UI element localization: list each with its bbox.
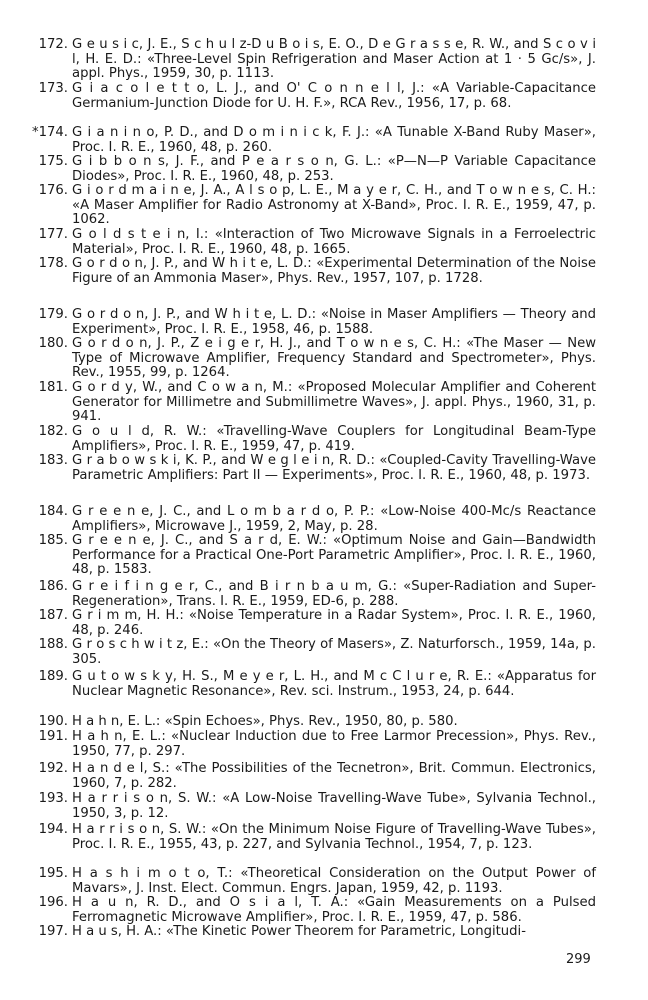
reference-text: H a h n, E. L.: «Nuclear Induction due to Free Larmor Precession», Phys. Rev., 1950, 77, p. 297. [72,729,596,759]
reference-entry [38,380,596,425]
reference-number: 178. [38,256,68,271]
reference-number: 193. [38,791,68,806]
reference-number: 183. [38,453,68,468]
reference-text: G o r d o n, J. P., Z e i g e r, H. J., and T o w n e s, C. H.: «The Maser — New Type of Microwave Amplifier, Frequency Standard and Spectrometer», Phys. Rev., 1955, 99, p. 1264. [72,336,596,381]
reference-entry [38,714,596,730]
reference-number: *174. [32,125,68,140]
reference-number: 195. [38,866,68,881]
reference-number: 184. [38,504,68,519]
reference-text: G r e i f i n g e r, C., and B i r n b a u m, G.: «Super-Radiation and Super-Regeneration», Trans. I. R. E., 1959, ED-6, p. 288. [72,579,596,609]
reference-number: 179. [38,307,68,322]
reference-text: G r a b o w s k i, K. P., and W e g l e i n, R. D.: «Coupled-Cavity Travelling-Wave Parametric Amplifiers: Part II — Experiments», Proc. I. R. E., 1960, 48, p. 1973. [72,453,596,483]
reference-entry [38,579,596,609]
reference-entry [38,453,596,483]
reference-number: 190. [38,714,68,729]
reference-entry [38,81,596,111]
reference-text: G i o r d m a i n e, J. A., A l s o p, L. E., M a y e r, C. H., and T o w n e s, C. H.: «A Maser Amplifier for Radio Astronomy at X-Band», Proc. I. R. E., 1959, 47, p. 1062. [72,183,596,228]
reference-entry [38,424,596,454]
reference-entry [38,256,596,286]
reference-text: G r e e n e, J. C., and S a r d, E. W.: «Optimum Noise and Gain—Bandwidth Performance for a Practical One-Port Parametric Amplifier», Proc. I. R. E., 1960, 48, p. 1583. [72,533,596,578]
reference-entry [38,154,596,184]
reference-number: 186. [38,579,68,594]
reference-number: 189. [38,669,68,684]
reference-entry [38,504,596,534]
reference-entry [38,924,596,940]
reference-entry [38,307,596,337]
reference-entry [38,336,596,381]
reference-entry [38,822,596,852]
reference-text: G u t o w s k y, H. S., M e y e r, L. H., and M c C l u r e, R. E.: «Apparatus for Nuclear Magnetic Resonance», Rev. sci. Instrum., 1953, 24, p. 644. [72,669,596,699]
reference-entry [38,866,596,896]
reference-number: 176. [38,183,68,198]
reference-text: H a u s, H. A.: «The Kinetic Power Theorem for Parametric, Longitudi- [72,924,526,939]
reference-text: G o r d y, W., and C o w a n, M.: «Proposed Molecular Amplifier and Coherent Generator for Millimetre and Submillimetre Waves», J. appl. Phys., 1960, 31, p. 941. [72,380,596,425]
reference-number: 191. [38,729,68,744]
reference-entry [38,183,596,228]
reference-entry [38,895,596,925]
reference-entry [38,37,596,82]
reference-entry [38,608,596,638]
reference-text: H a h n, E. L.: «Spin Echoes», Phys. Rev., 1950, 80, p. 580. [72,714,458,729]
reference-number: 181. [38,380,68,395]
reference-text: G o r d o n, J. P., and W h i t e, L. D.: «Experimental Determination of the Noise Figure of an Ammonia Maser», Phys. Rev., 1957, 107, p. 1728. [72,256,596,286]
reference-text: H a s h i m o t o, T.: «Theoretical Consideration on the Output Power of Mavars», J. Inst. Elect. Commun. Engrs. Japan, 1959, 42, p. 1193. [72,866,596,896]
reference-number: 194. [38,822,68,837]
reference-entry [32,125,596,155]
reference-entry [38,791,596,821]
reference-number: 187. [38,608,68,623]
reference-number: 196. [38,895,68,910]
reference-number: 177. [38,227,68,242]
reference-text: H a n d e l, S.: «The Possibilities of the Tecnetron», Brit. Commun. Electronics, 1960, 7, p. 282. [72,761,596,791]
reference-text: G o u l d, R. W.: «Travelling-Wave Couplers for Longitudinal Beam-Type Amplifiers», Proc. I. R. E., 1959, 47, p. 419. [72,424,596,454]
reference-number: 173. [38,81,68,96]
reference-text: G o r d o n, J. P., and W h i t e, L. D.: «Noise in Maser Amplifiers — Theory and Experiment», Proc. I. R. E., 1958, 46, p. 1588. [72,307,596,337]
reference-text: H a r r i s o n, S. W.: «On the Minimum Noise Figure of Travelling-Wave Tubes», Proc. I. R. E., 1955, 43, p. 227, and Sylvania Technol., 1954, 7, p. 123. [72,822,596,852]
reference-number: 188. [38,637,68,652]
reference-text: G i a c o l e t t o, L. J., and O' C o n n e l l, J.: «A Variable-Capacitance Germanium-Junction Diode for U. H. F.», RCA Rev., 1956, 17, p. 68. [72,81,596,111]
reference-entry [38,533,596,578]
reference-text: G r i m m, H. H.: «Noise Temperature in a Radar System», Proc. I. R. E., 1960, 48, p. 246. [72,608,596,638]
reference-number: 197. [38,924,68,939]
reference-text: G i b b o n s, J. F., and P e a r s o n, G. L.: «P—N—P Variable Capacitance Diodes», Proc. I. R. E., 1960, 48, p. 253. [72,154,596,184]
page-number: 299 [566,952,591,967]
reference-number: 175. [38,154,68,169]
reference-number: 182. [38,424,68,439]
reference-entry [38,761,596,791]
reference-text: G o l d s t e i n, I.: «Interaction of Two Microwave Signals in a Ferroelectric Material», Proc. I. R. E., 1960, 48, p. 1665. [72,227,596,257]
reference-number: 192. [38,761,68,776]
reference-entry [38,637,596,667]
reference-entry [38,729,596,759]
reference-text: G e u s i c, J. E., S c h u l z-D u B o i s, E. O., D e G r a s s e, R. W., and S c o v i l, H. E. D.: «Three-Level Spin Refrigeration and Maser Action at 1 · 5 Gc/s», J. appl. Phys., 1959, 30, p. 1113. [72,37,596,82]
reference-text: G r e e n e, J. C., and L o m b a r d o, P. P.: «Low-Noise 400-Mc/s Reactance Amplifiers», Microwave J., 1959, 2, May, p. 28. [72,504,596,534]
reference-entry [38,227,596,257]
reference-text: H a r r i s o n, S. W.: «A Low-Noise Travelling-Wave Tube», Sylvania Technol., 1950, 3, p. 12. [72,791,596,821]
reference-text: H a u n, R. D., and O s i a l, T. A.: «Gain Measurements on a Pulsed Ferromagnetic Microwave Amplifier», Proc. I. R. E., 1959, 47, p. 586. [72,895,596,925]
reference-number: 172. [38,37,68,52]
reference-number: 185. [38,533,68,548]
reference-text: G i a n i n o, P. D., and D o m i n i c k, F. J.: «A Tunable X-Band Ruby Maser», Proc. I. R. E., 1960, 48, p. 260. [72,125,596,155]
reference-text: G r o s c h w i t z, E.: «On the Theory of Masers», Z. Naturforsch., 1959, 14a, p. 305. [72,637,596,667]
reference-entry [38,669,596,699]
reference-number: 180. [38,336,68,351]
